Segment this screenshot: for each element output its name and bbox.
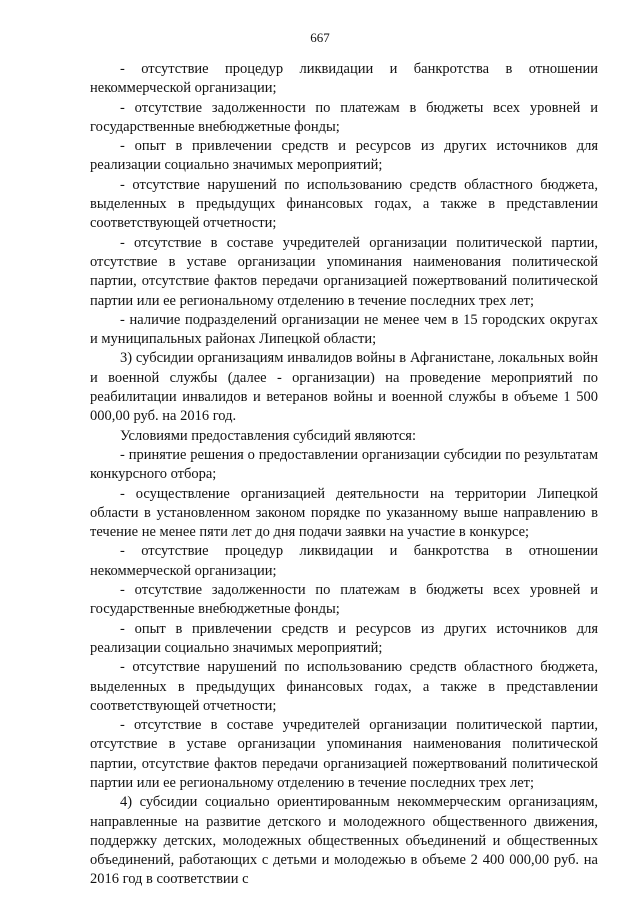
paragraph-no-debt: - отсутствие задолженности по платежам в бюджеты всех уровней и государственные внебюджетные фонды;: [90, 99, 598, 135]
paragraph-activity-five-years: - осуществление организацией деятельности на территории Липецкой области в установленном законом порядке по указанному выше направлению в течение не менее пяти лет до дня подачи заявки на участие в конкурсе;: [90, 485, 598, 541]
paragraph-subsidy-4: 4) субсидии социально ориентированным некоммерческим организациям, направленные на развитие детского и молодежного общественного движения, поддержку детских, молодежных общественных объединений и общественных объединений, работающих с детьми и молодежью в объеме 2 400 000,00 руб. на 2016 год в соответствии с: [90, 794, 598, 888]
paragraph-no-liquidation: - отсутствие процедур ликвидации и банкротства в отношении некоммерческой организации;: [90, 61, 598, 97]
paragraph-no-liquidation-2: - отсутствие процедур ликвидации и банкротства в отношении некоммерческой организации;: [90, 543, 598, 579]
paragraph-fundraising-experience: - опыт в привлечении средств и ресурсов из других источников для реализации социально значимых мероприятий;: [90, 138, 598, 174]
paragraph-subsidy-3: 3) субсидии организациям инвалидов войны в Афганистане, локальных войн и военной службы (далее - организации) на проведение мероприятий по реабилитации инвалидов и ветеранов войны и военной службы в объеме 1 500 000,00 руб. на 2016 год.: [90, 350, 598, 425]
paragraph-no-debt-2: - отсутствие задолженности по платежам в бюджеты всех уровней и государственные внебюджетные фонды;: [90, 582, 598, 618]
paragraph-no-budget-violations: - отсутствие нарушений по использованию средств областного бюджета, выделенных в предыдущих финансовых годах, а также в представлении соответствующей отчетности;: [90, 176, 598, 232]
paragraph-conditions-heading: Условиями предоставления субсидий являются:: [120, 427, 416, 444]
paragraph-no-budget-violations-2: - отсутствие нарушений по использованию средств областного бюджета, выделенных в предыдущих финансовых годах, а также в представлении соответствующей отчетности;: [90, 659, 598, 714]
paragraph-no-political-party-2: - отсутствие в составе учредителей организации политической партии, отсутствие в уставе организации упоминания наименования политической партии, отсутствие фактов передачи организацией пожертвований политической партии или ее региональному отделению в течение последних трех лет;: [90, 717, 598, 791]
paragraph-subdivisions: - наличие подразделений организации не менее чем в 15 городских округах и муниципальных районах Липецкой области;: [90, 311, 598, 348]
page-number: 667: [310, 30, 330, 45]
paragraph-no-political-party: - отсутствие в составе учредителей организации политической партии, отсутствие в уставе организации упоминания наименования политической партии, отсутствие фактов передачи организацией пожертвований политической партии или ее региональному отделению в течение последних трех лет;: [90, 234, 598, 309]
document-body: [90, 60, 598, 890]
paragraph-competition-decision: - принятие решения о предоставлении организации субсидии по результатам конкурсного отбора;: [90, 446, 598, 483]
paragraph-fundraising-experience-2: - опыт в привлечении средств и ресурсов из других источников для реализации социально значимых мероприятий;: [90, 620, 598, 656]
